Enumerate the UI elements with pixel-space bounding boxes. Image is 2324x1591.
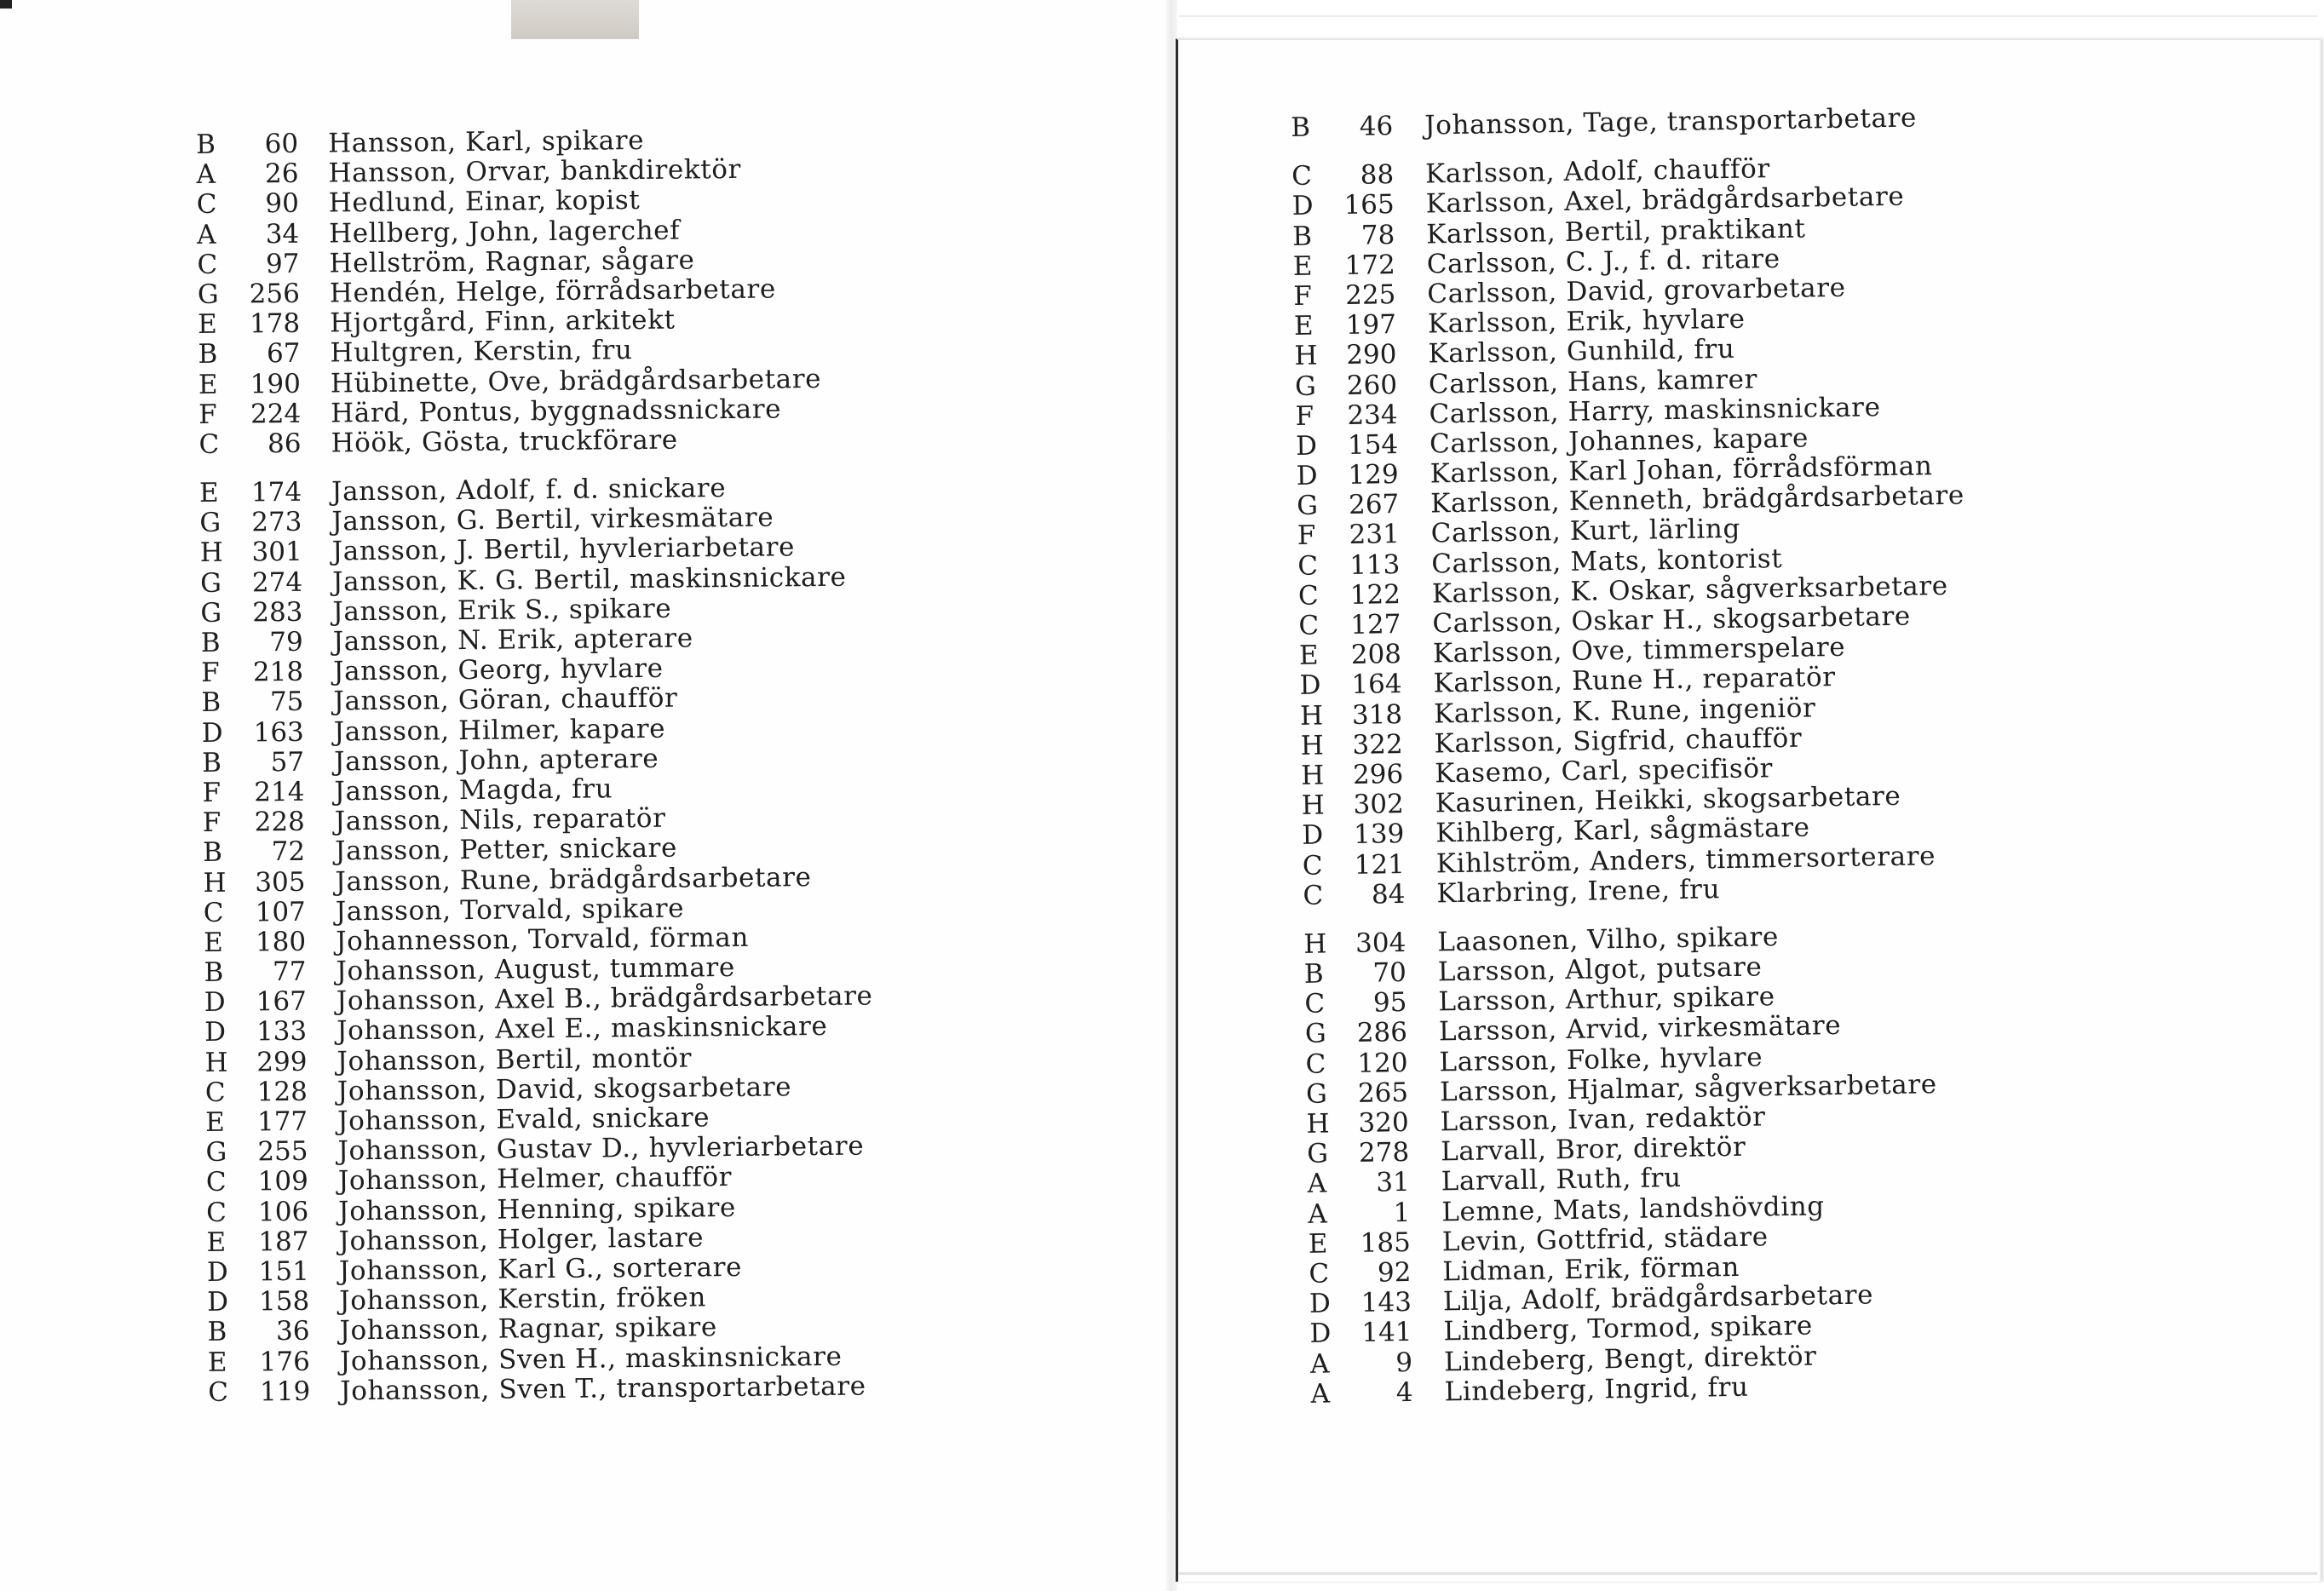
- left-directory-list: [195, 124, 873, 1408]
- entry-number: 322: [1352, 728, 1403, 761]
- entry-class-letter: B: [1290, 112, 1311, 143]
- directory-entry: [1291, 181, 1905, 222]
- entry-class-letter: H: [1294, 340, 1318, 372]
- entry-name: Carlsson, Kurt, lärling: [1430, 514, 1741, 549]
- entry-name: Hendén, Helge, förrådsarbetare: [329, 273, 777, 309]
- entry-name: Johansson, Bertil, montör: [337, 1042, 693, 1077]
- entry-number: 273: [251, 507, 302, 538]
- entry-class-letter: C: [203, 897, 224, 928]
- directory-entry: [1300, 753, 1774, 791]
- entry-name: Karlsson, K. Rune, ingeniör: [1433, 692, 1816, 730]
- entry-class-letter: A: [1308, 1198, 1327, 1230]
- entry-number: 305: [255, 866, 306, 898]
- entry-number: 109: [257, 1166, 309, 1198]
- entry-name: Larvall, Bror, direktör: [1440, 1131, 1746, 1168]
- entry-class-letter: B: [1291, 221, 1313, 252]
- entry-name: Larsson, Arthur, spikare: [1438, 981, 1775, 1018]
- entry-class-letter: H: [1299, 700, 1324, 732]
- entry-class-letter: F: [1297, 520, 1316, 552]
- directory-entry: [1294, 363, 1758, 402]
- entry-number: 139: [1353, 818, 1405, 851]
- entry-number: 141: [1361, 1317, 1412, 1349]
- entry-name: Johansson, Tage, transportarbetare: [1424, 102, 1918, 141]
- entry-name: Carlsson, C. J., f. d. ritare: [1426, 243, 1780, 280]
- entry-name: Johansson, David, skogsarbetare: [337, 1071, 792, 1107]
- entry-class-letter: E: [198, 308, 218, 341]
- entry-number: 208: [1350, 639, 1402, 671]
- entry-class-letter: C: [197, 249, 218, 280]
- entry-class-letter: B: [201, 747, 222, 778]
- entry-name: Karlsson, Ove, timmerspelare: [1432, 632, 1846, 669]
- entry-class-letter: E: [205, 1106, 225, 1138]
- entry-number: 231: [1349, 519, 1401, 551]
- entry-name: Klarbring, Irene, fru: [1436, 873, 1721, 910]
- directory-entry: [1309, 1279, 1874, 1319]
- directory-entry: [1305, 1042, 1763, 1080]
- entry-class-letter: E: [1298, 640, 1319, 672]
- entry-class-letter: D: [1302, 819, 1324, 852]
- entry-name: Carlsson, Mats, kontorist: [1431, 543, 1783, 580]
- directory-entry: [1301, 780, 1901, 822]
- entry-class-letter: H: [203, 867, 227, 899]
- directory-entry: [1307, 1163, 1682, 1200]
- entry-number: 75: [269, 686, 304, 718]
- entry-class-letter: C: [1302, 850, 1323, 882]
- entry-name: Karlsson, Sigfrid, chaufför: [1434, 722, 1803, 760]
- entry-class-letter: E: [198, 369, 218, 400]
- entry-number: 129: [1348, 459, 1399, 491]
- entry-class-letter: E: [203, 927, 223, 958]
- entry-name: Johansson, August, tummare: [336, 952, 735, 987]
- entry-class-letter: D: [1309, 1318, 1332, 1350]
- entry-number: 318: [1351, 698, 1403, 731]
- entry-class-letter: D: [201, 717, 223, 749]
- entry-class-letter: D: [1295, 430, 1318, 462]
- entry-number: 302: [1353, 789, 1405, 821]
- entry-name: Levin, Gottfrid, städare: [1441, 1221, 1769, 1258]
- entry-class-letter: C: [205, 1167, 227, 1198]
- entry-name: Johansson, Sven H., maskinsnickare: [339, 1341, 843, 1376]
- entry-class-letter: E: [1293, 310, 1314, 342]
- directory-entry: [1296, 451, 1933, 492]
- entry-name: Jansson, Nils, reparatör: [334, 802, 666, 837]
- entry-number: 228: [254, 806, 305, 838]
- entry-number: 290: [1346, 339, 1397, 371]
- entry-number: 72: [271, 836, 306, 868]
- entry-number: 79: [269, 626, 303, 658]
- entry-class-letter: D: [207, 1286, 229, 1318]
- entry-name: Johansson, Axel B., brädgårdsarbetare: [336, 980, 873, 1017]
- entry-class-letter: A: [1309, 1347, 1330, 1380]
- entry-number: 224: [250, 398, 302, 430]
- entry-number: 88: [1360, 159, 1395, 191]
- entry-class-letter: C: [198, 428, 220, 460]
- entry-class-letter: G: [1305, 1078, 1328, 1110]
- entry-number: 119: [259, 1376, 311, 1408]
- entry-number: 34: [265, 218, 300, 250]
- entry-name: Johansson, Holger, lastare: [338, 1222, 705, 1257]
- entry-class-letter: G: [1294, 370, 1317, 402]
- entry-class-letter: F: [198, 399, 217, 430]
- entry-number: 133: [256, 1016, 308, 1048]
- entry-number: 214: [254, 776, 305, 808]
- entry-class-letter: C: [1291, 160, 1313, 192]
- entry-class-letter: H: [1300, 760, 1325, 791]
- entry-class-letter: B: [201, 687, 221, 719]
- entry-class-letter: G: [200, 597, 222, 629]
- entry-name: Lindberg, Tormod, spikare: [1443, 1310, 1814, 1347]
- directory-entry: [1306, 1131, 1746, 1170]
- directory-entry: [1310, 1371, 1749, 1410]
- entry-number: 172: [1344, 249, 1396, 281]
- entry-number: 122: [1349, 578, 1401, 611]
- entry-name: Johansson, Ragnar, spikare: [339, 1312, 718, 1347]
- entry-class-letter: F: [1295, 400, 1314, 432]
- entry-number: 95: [1372, 987, 1407, 1019]
- entry-name: Hübinette, Ove, brädgårdsarbetare: [330, 363, 822, 399]
- directory-entry: [1298, 632, 1846, 672]
- entry-number: 92: [1377, 1256, 1412, 1289]
- entry-name: Hansson, Orvar, bankdirektör: [328, 154, 742, 189]
- entry-name: Karlsson, Gunhild, fru: [1428, 334, 1735, 370]
- entry-class-letter: F: [202, 777, 221, 808]
- corner-mark: [0, 0, 12, 9]
- entry-name: Larsson, Algot, putsare: [1437, 951, 1763, 988]
- entry-name: Larsson, Hjalmar, sågverksarbetare: [1439, 1069, 1937, 1108]
- entry-name: Hjortgård, Finn, arkitekt: [330, 304, 676, 339]
- directory-entry: [1309, 1340, 1817, 1380]
- entry-class-letter: C: [1305, 1048, 1326, 1080]
- entry-number: 107: [255, 896, 306, 928]
- entry-name: Hansson, Karl, spikare: [327, 124, 645, 159]
- entry-class-letter: F: [202, 807, 221, 839]
- entry-number: 113: [1349, 549, 1401, 581]
- entry-class-letter: D: [1291, 190, 1314, 222]
- entry-number: 265: [1357, 1077, 1409, 1109]
- entry-class-letter: C: [1304, 988, 1326, 1020]
- entry-number: 70: [1372, 957, 1407, 989]
- entry-name: Jansson, Petter, snickare: [334, 832, 678, 867]
- entry-number: 176: [259, 1346, 311, 1377]
- entry-name: Kasemo, Carl, specifisör: [1434, 753, 1774, 790]
- entry-number: 260: [1346, 369, 1398, 401]
- entry-class-letter: D: [1299, 669, 1321, 702]
- entry-name: Hultgren, Kerstin, fru: [330, 335, 633, 369]
- entry-class-letter: B: [207, 1317, 227, 1348]
- entry-class-letter: B: [202, 837, 223, 869]
- entry-name: Carlsson, Harry, maskinsnickare: [1429, 391, 1881, 430]
- directory-entry: [1293, 303, 1746, 342]
- entry-name: Höök, Gösta, truckförare: [331, 424, 678, 459]
- directory-entry: [1303, 921, 1780, 960]
- entry-number: 9: [1395, 1347, 1413, 1378]
- entry-name: Lindeberg, Bengt, direktör: [1443, 1340, 1817, 1377]
- entry-number: 154: [1347, 428, 1399, 461]
- entry-name: Jansson, Adolf, f. d. snickare: [331, 473, 727, 508]
- directory-entry: [1304, 1010, 1842, 1050]
- entry-name: Larsson, Ivan, redaktör: [1440, 1101, 1766, 1138]
- directory-entry: [1304, 981, 1775, 1020]
- entry-name: Karlsson, Bertil, praktikant: [1425, 213, 1806, 250]
- right-directory-list: [1290, 102, 1965, 1410]
- entry-number: 143: [1360, 1287, 1412, 1318]
- entry-class-letter: G: [197, 279, 219, 310]
- entry-number: 164: [1351, 669, 1402, 701]
- entry-number: 77: [272, 956, 307, 988]
- entry-class-letter: D: [1296, 460, 1318, 492]
- directory-entry: [1300, 722, 1803, 761]
- entry-name: Jansson, K. G. Bertil, maskinsnickare: [331, 561, 847, 598]
- entry-class-letter: G: [205, 1136, 227, 1169]
- entry-class-letter: C: [1297, 580, 1319, 612]
- entry-number: 267: [1348, 489, 1400, 521]
- entry-name: Johansson, Henning, spikare: [338, 1192, 737, 1227]
- entry-name: Karlsson, Erik, hyvlare: [1427, 303, 1746, 340]
- entry-name: Johansson, Helmer, chaufför: [337, 1162, 733, 1197]
- entry-name: Carlsson, Hans, kamrer: [1428, 363, 1758, 399]
- entry-class-letter: H: [1300, 730, 1324, 761]
- entry-class-letter: E: [207, 1347, 227, 1378]
- entry-number: 78: [1360, 219, 1395, 251]
- entry-number: 180: [255, 926, 307, 958]
- directory-entry: [1303, 951, 1763, 990]
- entry-name: Hedlund, Einar, kopist: [328, 185, 641, 219]
- entry-number: 158: [258, 1285, 310, 1318]
- entry-name: Carlsson, Johannes, kapare: [1429, 422, 1809, 460]
- entry-name: Jansson, Göran, chaufför: [333, 682, 678, 717]
- entry-number: 106: [257, 1196, 309, 1227]
- entry-number: 67: [266, 338, 301, 370]
- page-edge-top: [1179, 15, 2317, 17]
- entry-class-letter: B: [195, 129, 216, 160]
- directory-entry: [1291, 153, 1771, 192]
- entry-name: Johansson, Evald, snickare: [337, 1102, 710, 1137]
- entry-number: 296: [1352, 758, 1404, 790]
- entry-class-letter: E: [1292, 250, 1313, 282]
- entry-class-letter: C: [208, 1376, 229, 1408]
- entry-number: 286: [1356, 1017, 1408, 1049]
- entry-number: 255: [257, 1135, 308, 1168]
- entry-class-letter: H: [199, 537, 223, 569]
- entry-class-letter: C: [196, 189, 217, 221]
- entry-number: 1: [1393, 1197, 1411, 1228]
- entry-number: 278: [1358, 1137, 1410, 1169]
- entry-name: Jansson, Rune, brädgårdsarbetare: [335, 861, 812, 897]
- entry-class-letter: C: [204, 1077, 226, 1108]
- entry-number: 320: [1358, 1106, 1409, 1139]
- entry-number: 177: [256, 1106, 308, 1138]
- entry-number: 274: [251, 566, 303, 599]
- entry-class-letter: A: [1310, 1378, 1331, 1410]
- entry-number: 4: [1395, 1376, 1413, 1408]
- entry-class-letter: H: [204, 1047, 228, 1078]
- entry-number: 218: [252, 657, 304, 688]
- entry-name: Lindeberg, Ingrid, fru: [1444, 1371, 1749, 1408]
- entry-number: 165: [1343, 189, 1395, 221]
- entry-number: 304: [1355, 927, 1406, 959]
- entry-name: Karlsson, Rune H., reparatör: [1433, 662, 1836, 699]
- directory-entry: [1292, 243, 1780, 282]
- directory-entry: [1302, 812, 1810, 852]
- entry-name: Kasurinen, Heikki, skogsarbetare: [1435, 780, 1901, 819]
- directory-entry: [1299, 692, 1816, 732]
- directory-entry: [1297, 514, 1741, 552]
- entry-class-letter: C: [1297, 550, 1319, 582]
- entry-name: Jansson, N. Erik, apterare: [332, 623, 693, 658]
- entry-number: 163: [253, 716, 304, 748]
- entry-number: 26: [264, 158, 299, 190]
- entry-number: 31: [1376, 1167, 1411, 1198]
- entry-name: Karlsson, Karl Johan, förrådsförman: [1429, 451, 1933, 490]
- entry-name: Karlsson, Kenneth, brädgårdsarbetare: [1429, 480, 1965, 520]
- directory-entry: [1293, 272, 1846, 312]
- entry-name: Larvall, Ruth, fru: [1441, 1163, 1682, 1198]
- entry-name: Johannesson, Torvald, förman: [335, 922, 750, 957]
- directory-entry: [1297, 570, 1949, 612]
- entry-name: Lilja, Adolf, brädgårdsarbetare: [1442, 1279, 1874, 1318]
- entry-number: 97: [265, 248, 300, 279]
- entry-name: Laasonen, Vilho, spikare: [1437, 921, 1780, 958]
- entry-class-letter: H: [1303, 928, 1327, 960]
- directory-entry: [1305, 1069, 1937, 1110]
- entry-name: Karlsson, Adolf, chaufför: [1424, 153, 1771, 190]
- entry-name: Carlsson, Oskar H., skogsarbetare: [1432, 600, 1912, 640]
- entry-number: 234: [1347, 399, 1398, 431]
- entry-name: Karlsson, K. Oskar, sågverksarbetare: [1431, 570, 1949, 610]
- entry-name: Hellberg, John, lagerchef: [328, 215, 681, 250]
- entry-name: Johansson, Kerstin, fröken: [339, 1282, 707, 1317]
- entry-name: Johansson, Axel E., maskinsnickare: [336, 1011, 828, 1047]
- directory-entry: [1294, 334, 1735, 372]
- entry-name: Larsson, Folke, hyvlare: [1439, 1042, 1763, 1078]
- entry-name: Larsson, Arvid, virkesmätare: [1438, 1010, 1842, 1048]
- page-edge-bottom: [1179, 1572, 2317, 1575]
- entry-number: 185: [1360, 1226, 1412, 1259]
- entry-number: 84: [1371, 878, 1406, 910]
- entry-name: Karlsson, Axel, brädgårdsarbetare: [1425, 181, 1905, 220]
- entry-number: 57: [270, 746, 305, 778]
- entry-number: 174: [250, 476, 302, 508]
- directory-entry: [1299, 662, 1836, 702]
- entry-class-letter: E: [206, 1226, 227, 1258]
- entry-class-letter: G: [1306, 1138, 1329, 1170]
- entry-number: 90: [265, 188, 300, 220]
- entry-number: 121: [1354, 848, 1406, 881]
- entry-name: Jansson, Torvald, spikare: [335, 893, 685, 928]
- entry-number: 190: [250, 368, 302, 399]
- entry-class-letter: D: [204, 1017, 227, 1048]
- entry-class-letter: B: [204, 956, 224, 989]
- directory-entry: [1298, 600, 1912, 641]
- entry-class-letter: D: [1309, 1288, 1332, 1319]
- entry-class-letter: G: [199, 567, 222, 599]
- entry-name: Lemne, Mats, landshövding: [1441, 1190, 1825, 1227]
- entry-name: Jansson, Georg, hyvlare: [332, 652, 664, 687]
- entry-class-letter: A: [196, 158, 216, 191]
- entry-name: Lidman, Erik, förman: [1442, 1251, 1740, 1288]
- entry-class-letter: C: [1309, 1258, 1330, 1289]
- entry-name: Jansson, Erik S., spikare: [332, 593, 672, 628]
- entry-class-letter: H: [1301, 790, 1326, 822]
- tape-strip: [511, 0, 639, 39]
- directory-entry: [1309, 1310, 1814, 1350]
- entry-number: 178: [249, 307, 301, 340]
- entry-number: 283: [252, 596, 303, 629]
- entry-class-letter: D: [204, 986, 226, 1019]
- entry-number: 299: [256, 1046, 308, 1077]
- entry-name: Kihlström, Anders, timmersorterare: [1435, 840, 1936, 879]
- entry-name: Jansson, Hilmer, kapare: [333, 713, 666, 748]
- entry-number: 256: [249, 278, 301, 310]
- entry-name: Jansson, G. Bertil, virkesmätare: [331, 502, 774, 537]
- entry-name: Härd, Pontus, byggnadssnickare: [331, 393, 782, 429]
- right-page: [1176, 38, 2321, 1582]
- entry-class-letter: H: [1306, 1108, 1330, 1140]
- directory-entry: [1308, 1190, 1825, 1230]
- directory-entry: [1291, 213, 1806, 252]
- entry-name: Jansson, J. Bertil, hyvleriarbetare: [331, 531, 796, 567]
- entry-number: 151: [258, 1255, 310, 1288]
- directory-entry: [1306, 1101, 1766, 1140]
- entry-class-letter: B: [1303, 958, 1324, 990]
- entry-number: 86: [267, 428, 302, 460]
- entry-number: 128: [256, 1076, 308, 1108]
- entry-class-letter: C: [206, 1197, 227, 1228]
- entry-name: Johansson, Karl G., sorterare: [338, 1251, 743, 1287]
- entry-name: Hellström, Ragnar, sågare: [329, 244, 695, 279]
- entry-class-letter: B: [198, 339, 218, 370]
- entry-name: Johansson, Sven T., transportarbetare: [340, 1370, 866, 1407]
- entry-name: Jansson, Magda, fru: [334, 773, 613, 807]
- entry-class-letter: A: [1307, 1168, 1327, 1200]
- directory-entry: [1297, 543, 1783, 582]
- directory-entry: [1295, 422, 1809, 462]
- entry-number: 197: [1345, 309, 1397, 342]
- entry-number: 46: [1359, 111, 1394, 142]
- entry-name: Johansson, Gustav D., hyvleriarbetare: [337, 1130, 865, 1167]
- entry-class-letter: F: [200, 657, 220, 689]
- entry-class-letter: C: [1303, 880, 1324, 911]
- entry-number: 127: [1349, 609, 1401, 640]
- entry-number: 187: [258, 1226, 309, 1258]
- entry-class-letter: B: [200, 627, 221, 658]
- entry-number: 60: [264, 128, 299, 160]
- entry-class-letter: A: [197, 219, 216, 250]
- entry-number: 36: [275, 1316, 310, 1347]
- entry-class-letter: G: [199, 507, 221, 539]
- entry-name: Kihlberg, Karl, sågmästare: [1435, 812, 1810, 849]
- entry-class-letter: G: [1296, 490, 1319, 522]
- entry-class-letter: C: [1298, 610, 1320, 641]
- entry-number: 120: [1357, 1047, 1408, 1079]
- entry-class-letter: D: [206, 1256, 228, 1288]
- directory-entry: [1295, 391, 1881, 432]
- entry-class-letter: F: [1293, 280, 1313, 312]
- entry-name: Carlsson, David, grovarbetare: [1427, 272, 1846, 310]
- entry-class-letter: E: [198, 477, 219, 509]
- entry-class-letter: E: [1308, 1228, 1328, 1260]
- entry-number: 301: [251, 537, 302, 568]
- entry-number: 167: [256, 986, 307, 1018]
- entry-number: 225: [1344, 279, 1396, 311]
- entry-class-letter: G: [1304, 1018, 1327, 1050]
- entry-name: Jansson, John, apterare: [333, 743, 659, 778]
